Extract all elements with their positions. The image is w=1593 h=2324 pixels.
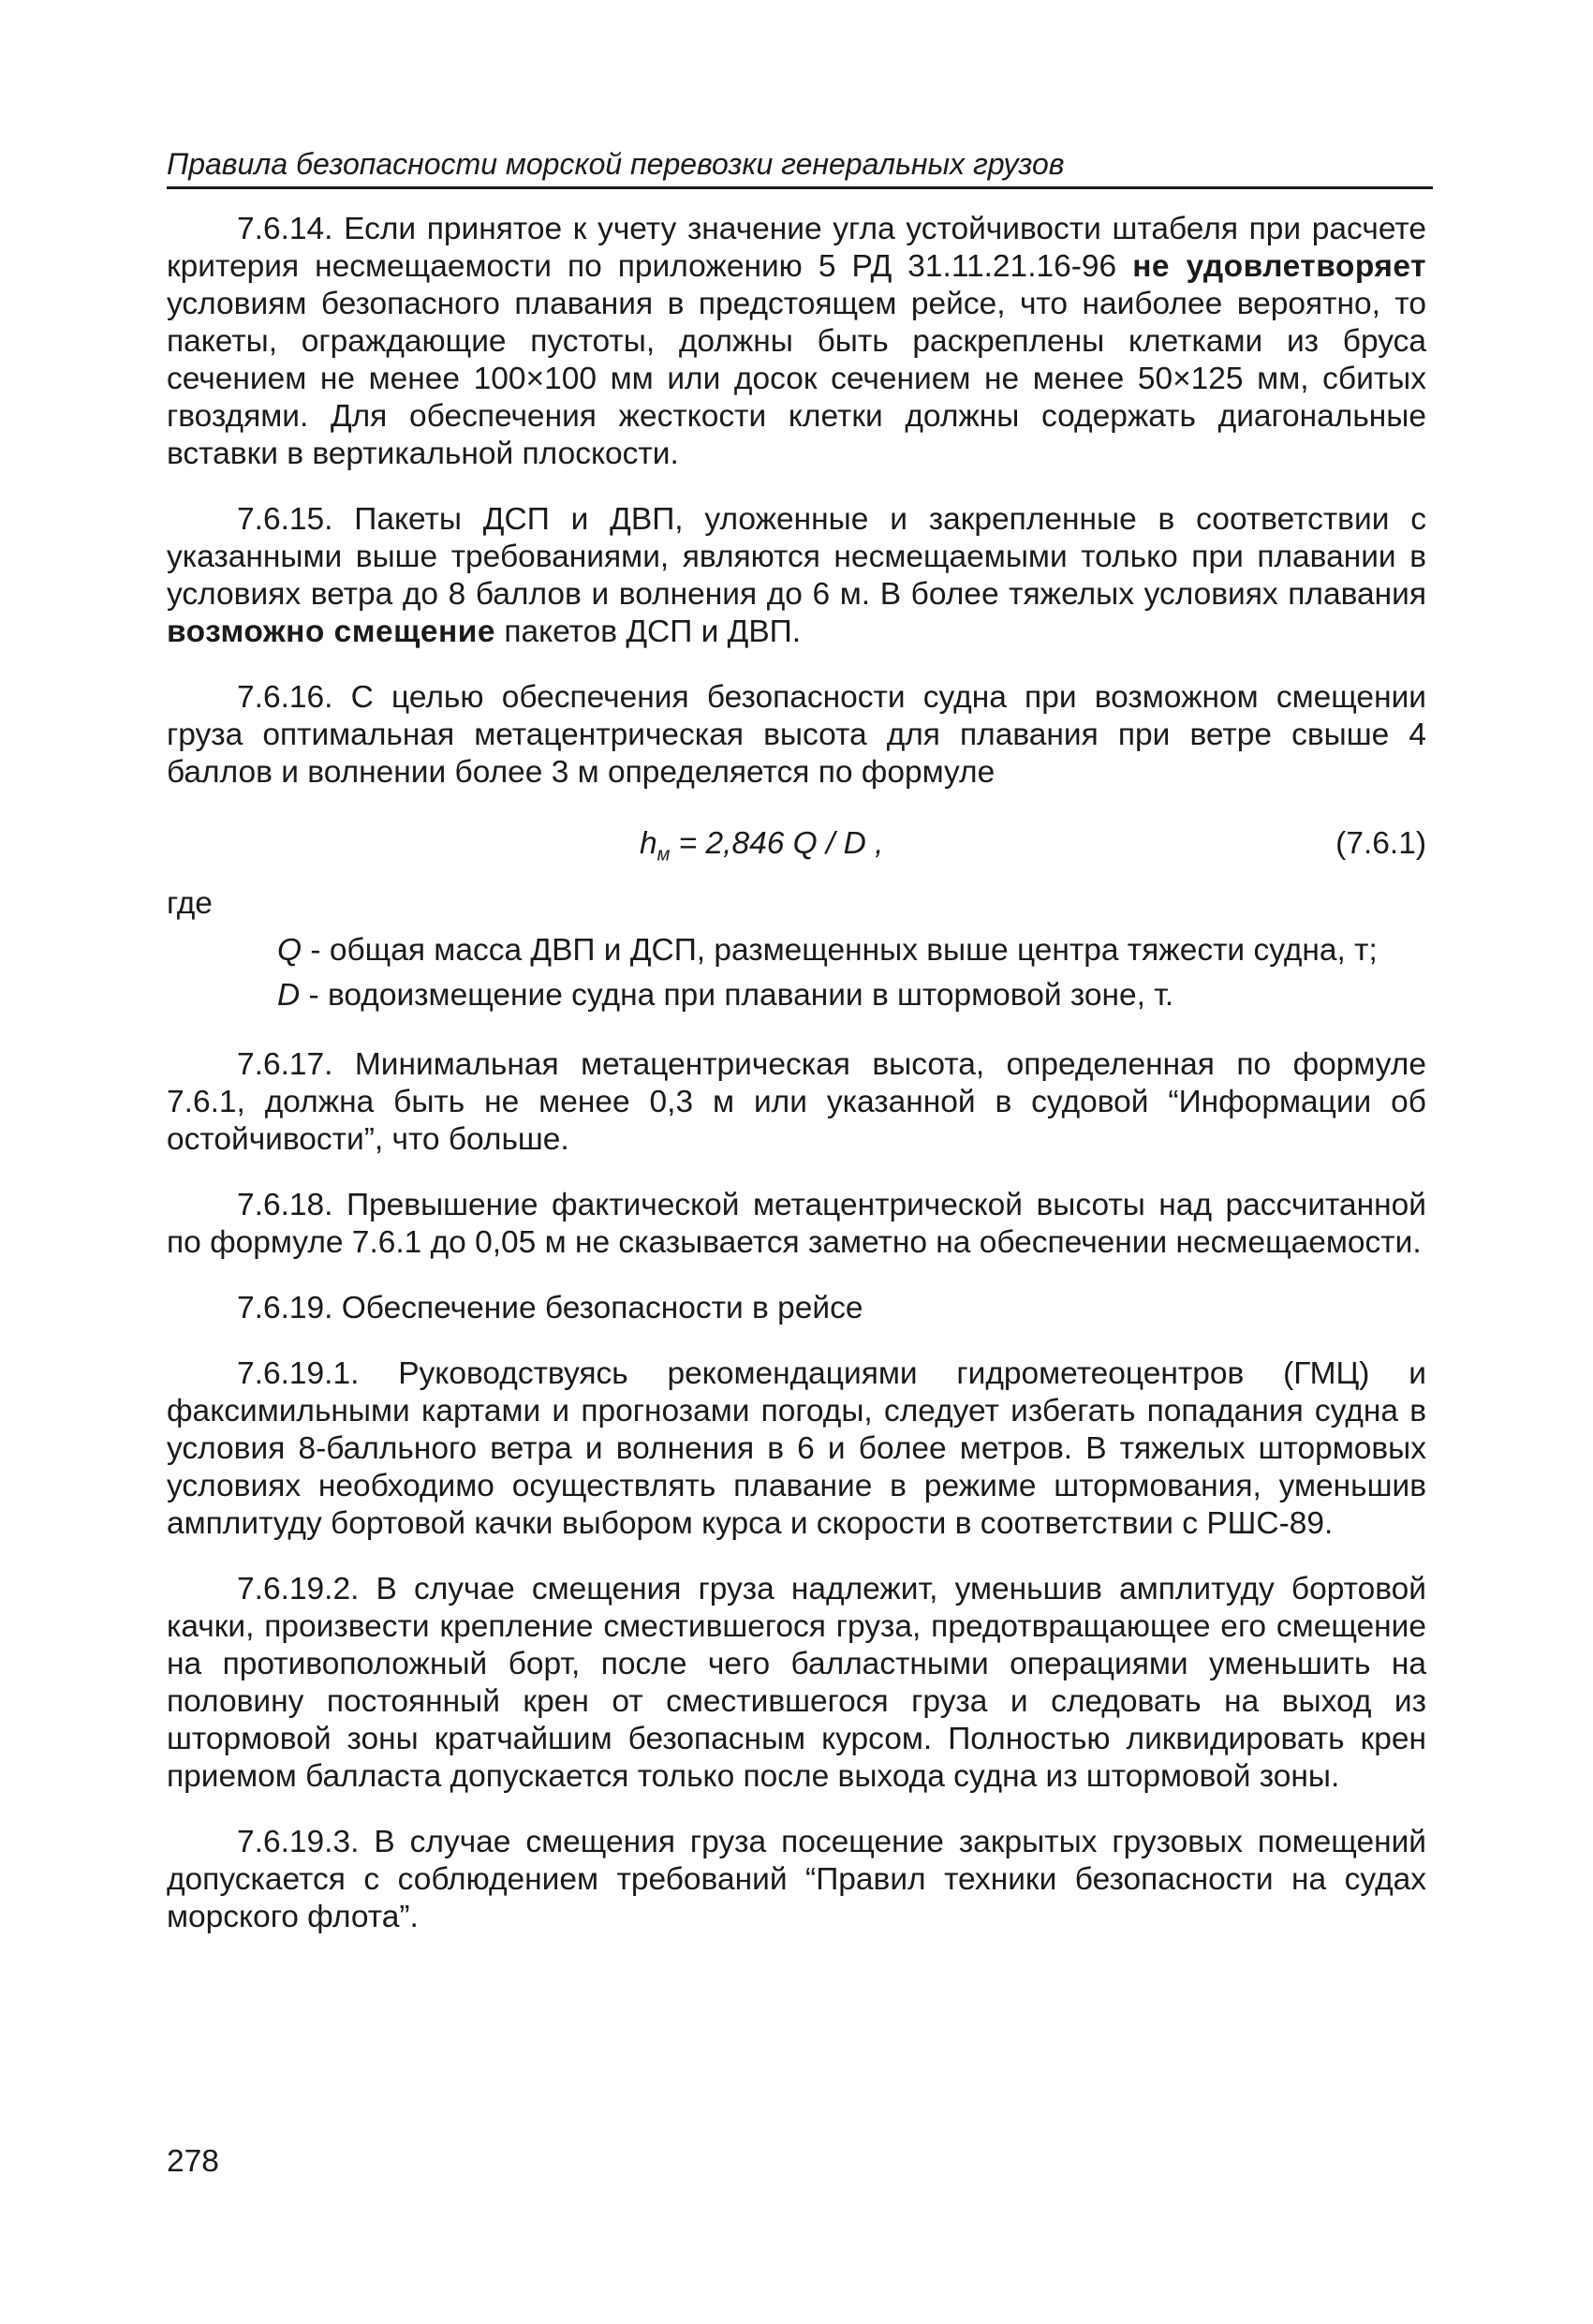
paragraph-7-6-19-1: 7.6.19.1. Руководствуясь рекомендациями гидрометеоцентров (ГМЦ) и факсимильными картами и прогнозами погоды, следует избегать попадания судна в условия 8-балльного ветра и волнения в 6 и более метров. В тяжелых штормовых условиях необходимо осуществлять плавание в режиме штормования, уменьшив амплитуду бортовой качки выбором курса и скорости в соответствии с РШС-89. bbox=[167, 1356, 1426, 1541]
paragraph-7-6-14 bbox=[167, 211, 1426, 473]
paragraph-7-6-18: 7.6.18. Превышение фактической метацентрической высоты над рассчитанной по формуле 7.6.1 до 0,05 м не сказывается заметно на обеспечении несмещаемости. bbox=[167, 1188, 1426, 1260]
page-number: 278 bbox=[167, 2144, 219, 2179]
formula-lhs: h bbox=[640, 826, 657, 861]
definition-d bbox=[167, 977, 1426, 1014]
paragraph-7-6-16: 7.6.16. С целью обеспечения безопасности судна при возможном смещении груза оптимальная метацентрическая высота для плавания при ветре свыше 4 баллов и волнении более 3 м определяется по формуле bbox=[167, 680, 1426, 790]
paragraph-7-6-14-text-b: условиям безопасного плавания в предстоящем рейсе, что наиболее вероятно, то пакеты, ограждающие пустоты, должны быть раскреплены клетками из бруса сечением не менее 100×100 мм или досок сечением не менее 50×125 мм, сбитых гвоздями. Для обеспечения жесткости клетки должны содержать диагональные вставки в вертикальной плоскости. bbox=[167, 287, 1426, 471]
definition-q bbox=[167, 932, 1426, 970]
definition-d-text: - водоизмещение судна при плавании в штормовой зоне, т. bbox=[300, 978, 1174, 1013]
formula-number: (7.6.1) bbox=[1335, 826, 1426, 861]
paragraph-7-6-19-heading: 7.6.19. Обеспечение безопасности в рейсе bbox=[237, 1291, 863, 1325]
where-label: где bbox=[167, 886, 213, 921]
paragraph-7-6-17: 7.6.17. Минимальная метацентрическая высота, определенная по формуле 7.6.1, должна быть не менее 0,3 м или указанной в судовой “Информации об остойчивости”, что больше. bbox=[167, 1047, 1426, 1157]
paragraph-7-6-15-emphasis: возможно смещение bbox=[167, 614, 496, 649]
formula-row bbox=[167, 820, 1426, 872]
paragraph-7-6-19-3: 7.6.19.3. В случае смещения груза посещение закрытых грузовых помещений допускается с соблюдением требований “Правил техники безопасности на судах морского флота”. bbox=[167, 1825, 1426, 1934]
paragraph-7-6-15-text-a: 7.6.15. Пакеты ДСП и ДВП, уложенные и закрепленные в соответствии с указанными выше требованиями, являются несмещаемыми только при плавании в условиях ветра до 8 баллов и волнения до 6 м. В более тяжелых условиях плавания bbox=[167, 502, 1426, 612]
definition-d-symbol: D bbox=[277, 978, 301, 1013]
paragraph-7-6-14-text-a: 7.6.14. Если принятое к учету значение угла устойчивости штабеля при расчете критерия несмещаемости по приложению 5 РД 31.11.21.16-96 bbox=[167, 212, 1426, 284]
paragraph-7-6-15-text-b: пакетов ДСП и ДВП. bbox=[495, 614, 802, 649]
formula-lhs-subscript: м bbox=[656, 844, 671, 866]
page-body bbox=[167, 211, 1426, 1964]
definition-q-symbol: Q bbox=[277, 933, 302, 968]
definition-q-text: - общая масса ДВП и ДСП, размещенных выше центра тяжести судна, т; bbox=[302, 933, 1378, 968]
formula-rhs: = 2,846 Q / D , bbox=[670, 826, 884, 861]
formula-7-6-1 bbox=[640, 822, 883, 878]
paragraph-7-6-15 bbox=[167, 501, 1426, 651]
paragraph-7-6-14-emphasis: не удовлетворяет bbox=[1132, 249, 1426, 284]
running-title: Правила безопасности морской перевозки генеральных грузов bbox=[167, 145, 1433, 189]
paragraph-7-6-19-2: 7.6.19.2. В случае смещения груза надлежит, уменьшив амплитуду бортовой качки, произвести крепление сместившегося груза, предотвращающее его смещение на противоположный борт, после чего балластными операциями уменьшить на половину постоянный крен от сместившегося груза и следовать на выход из штормовой зоны кратчайшим безопасным курсом. Полностью ликвидировать крен приемом балласта допускается только после выхода судна из штормовой зоны. bbox=[167, 1572, 1426, 1794]
